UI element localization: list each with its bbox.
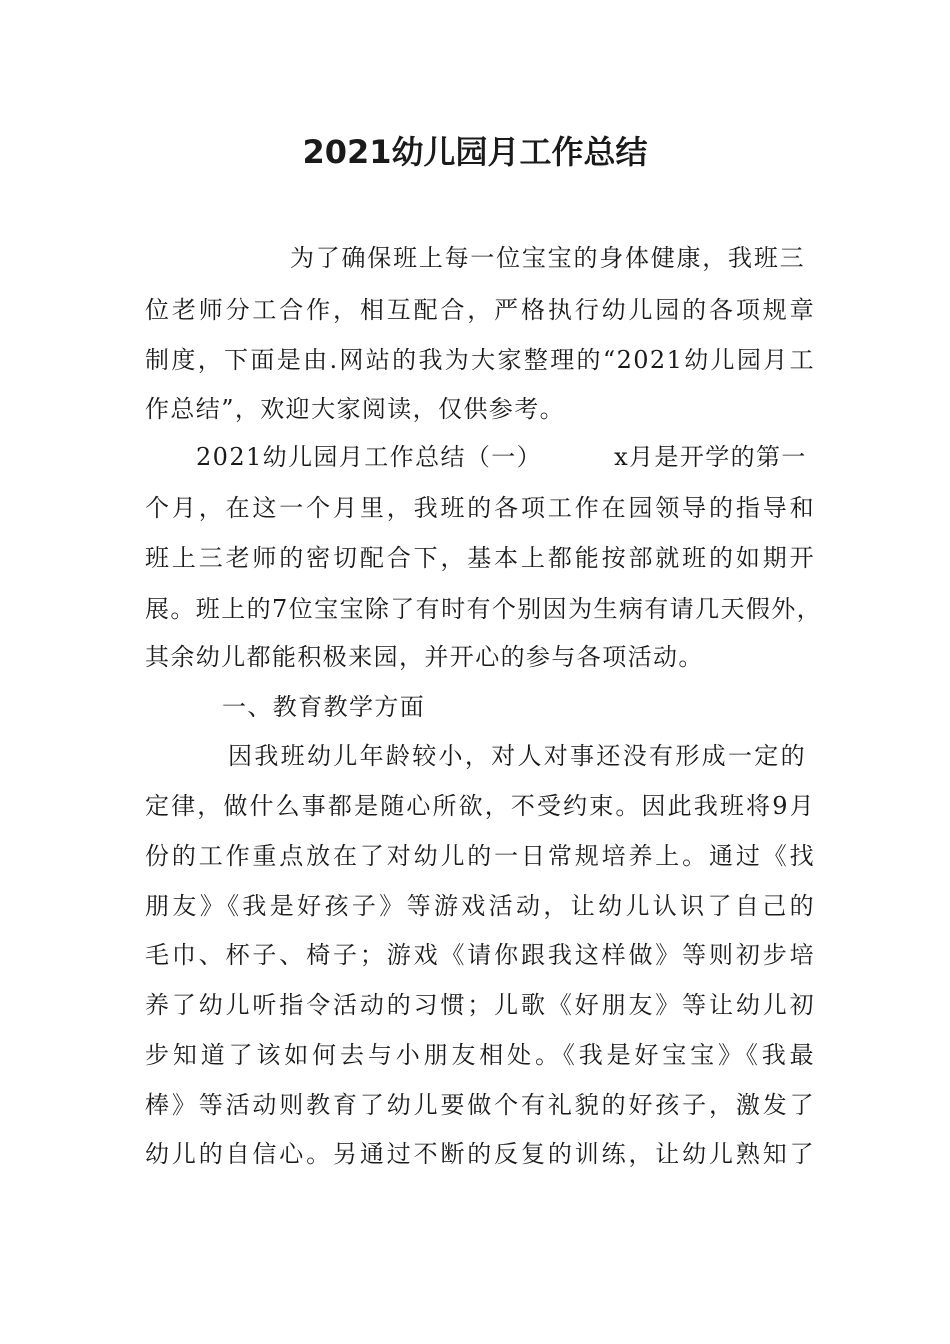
body-line-1: 因我班幼儿年龄较小，对人对事还没有形成一定的: [228, 742, 806, 770]
subheading: 一、教育教学方面: [222, 693, 426, 721]
section-first-line: [196, 442, 806, 472]
section-first-line-rest: x月是开学的第一: [614, 443, 807, 471]
section-line-2: 个月，在这一个月里，我班的各项工作在园领导的指导和: [145, 494, 815, 522]
body-line-9: 幼儿的自信心。另通过不断的反复的训练，让幼儿熟知了: [145, 1140, 815, 1168]
intro-line-4: 作总结”，欢迎大家阅读，仅供参考。: [145, 395, 566, 423]
section-line-5: 其余幼儿都能积极来园，并开心的参与各项活动。: [145, 643, 704, 671]
body-line-3: 份的工作重点放在了对幼儿的一日常规培养上。通过《找: [145, 842, 815, 870]
body-line-2: 定律，做什么事都是随心所欲，不受约束。因此我班将9月: [145, 792, 815, 820]
section-line-3: 班上三老师的密切配合下，基本上都能按部就班的如期开: [145, 544, 815, 572]
body-line-7: 步知道了该如何去与小朋友相处。《我是好宝宝》《我最: [145, 1041, 815, 1069]
intro-line-3: 制度，下面是由.网站的我为大家整理的“2021幼儿园月工: [145, 346, 815, 374]
intro-line-2: 位老师分工合作，相互配合，严格执行幼儿园的各项规章: [145, 296, 815, 324]
body-line-8: 棒》等活动则教育了幼儿要做个有礼貌的好孩子，激发了: [145, 1091, 815, 1119]
intro-line-1: 为了确保班上每一位宝宝的身体健康，我班三: [290, 244, 805, 272]
document-title: 2021幼儿园月工作总结: [302, 133, 648, 171]
section-heading: 2021幼儿园月工作总结（一）: [196, 443, 543, 471]
body-line-5: 毛巾、杯子、椅子；游戏《请你跟我这样做》等则初步培: [145, 941, 815, 969]
body-line-4: 朋友》《我是好孩子》等游戏活动，让幼儿认识了自己的: [145, 892, 815, 920]
section-line-4: 展。班上的7位宝宝除了有时有个别因为生病有请几天假外，: [145, 595, 823, 623]
body-line-6: 养了幼儿听指令活动的习惯；儿歌《好朋友》等让幼儿初: [145, 991, 815, 1019]
